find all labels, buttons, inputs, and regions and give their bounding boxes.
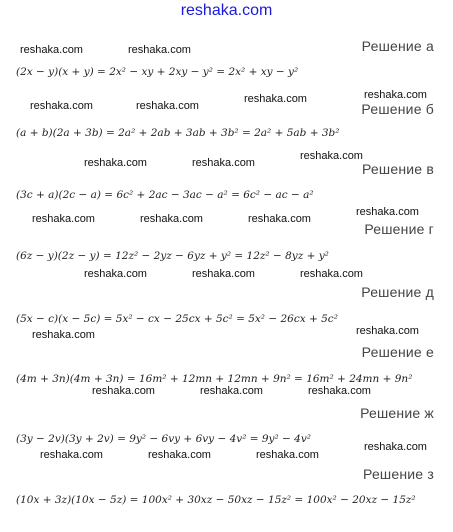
watermark: reshaka.com — [140, 213, 203, 225]
solution-formula-a: (2x − y)(x + y) = 2x² − xy + 2xy − y² = 2x² + xy − y² — [16, 66, 299, 78]
watermark: reshaka.com — [32, 329, 95, 341]
watermark: reshaka.com — [364, 89, 427, 101]
watermark: reshaka.com — [300, 268, 363, 280]
solution-formula-z: (10x + 3z)(10x − 5z) = 100x² + 30xz − 50xz − 15z² = 100x² − 20xz − 15z² — [16, 494, 416, 506]
solution-heading-d: Решение д — [361, 284, 434, 300]
watermark: reshaka.com — [40, 449, 103, 461]
solution-formula-g: (6z − y)(2z − y) = 12z² − 2yz − 6yz + y² = 12z² − 8yz + y² — [16, 250, 329, 262]
solution-formula-e: (4m + 3n)(4m + 3n) = 16m² + 12mn + 12mn + 9n² = 16m² + 24mn + 9n² — [16, 373, 413, 385]
watermark: reshaka.com — [356, 206, 419, 218]
watermark: reshaka.com — [300, 150, 363, 162]
watermark: reshaka.com — [200, 385, 263, 397]
watermark: reshaka.com — [364, 441, 427, 453]
watermark: reshaka.com — [192, 268, 255, 280]
watermark: reshaka.com — [92, 385, 155, 397]
solution-heading-e: Решение е — [361, 344, 434, 360]
watermark: reshaka.com — [256, 449, 319, 461]
watermark: reshaka.com — [192, 157, 255, 169]
watermark: reshaka.com — [356, 325, 419, 337]
watermark: reshaka.com — [244, 93, 307, 105]
solution-formula-zh: (3y − 2v)(3y + 2v) = 9y² − 6vy + 6vy − 4v² = 9y² − 4v² — [16, 433, 311, 445]
watermark: reshaka.com — [30, 100, 93, 112]
solution-heading-z: Решение з — [363, 466, 434, 482]
solution-heading-g: Решение г — [364, 221, 434, 237]
watermark: reshaka.com — [308, 385, 371, 397]
solution-heading-b: Решение б — [361, 101, 434, 117]
solution-heading-zh: Решение ж — [360, 405, 434, 421]
watermark: reshaka.com — [32, 213, 95, 225]
solution-heading-a: Решение а — [361, 38, 434, 54]
solution-heading-v: Решение в — [362, 161, 434, 177]
site-title[interactable]: reshaka.com — [180, 2, 273, 19]
solution-formula-b: (a + b)(2a + 3b) = 2a² + 2ab + 3ab + 3b² = 2a² + 5ab + 3b² — [16, 127, 340, 139]
watermark: reshaka.com — [20, 44, 83, 56]
solution-formula-v: (3c + a)(2c − a) = 6c² + 2ac − 3ac − a² = 6c² − ac − a² — [16, 189, 314, 201]
watermark: reshaka.com — [148, 449, 211, 461]
watermark: reshaka.com — [84, 157, 147, 169]
watermark: reshaka.com — [84, 268, 147, 280]
watermark: reshaka.com — [128, 44, 191, 56]
watermark: reshaka.com — [248, 213, 311, 225]
watermark: reshaka.com — [136, 100, 199, 112]
solution-formula-d: (5x − c)(x − 5c) = 5x² − cx − 25cx + 5c² = 5x² − 26cx + 5c² — [16, 313, 338, 325]
